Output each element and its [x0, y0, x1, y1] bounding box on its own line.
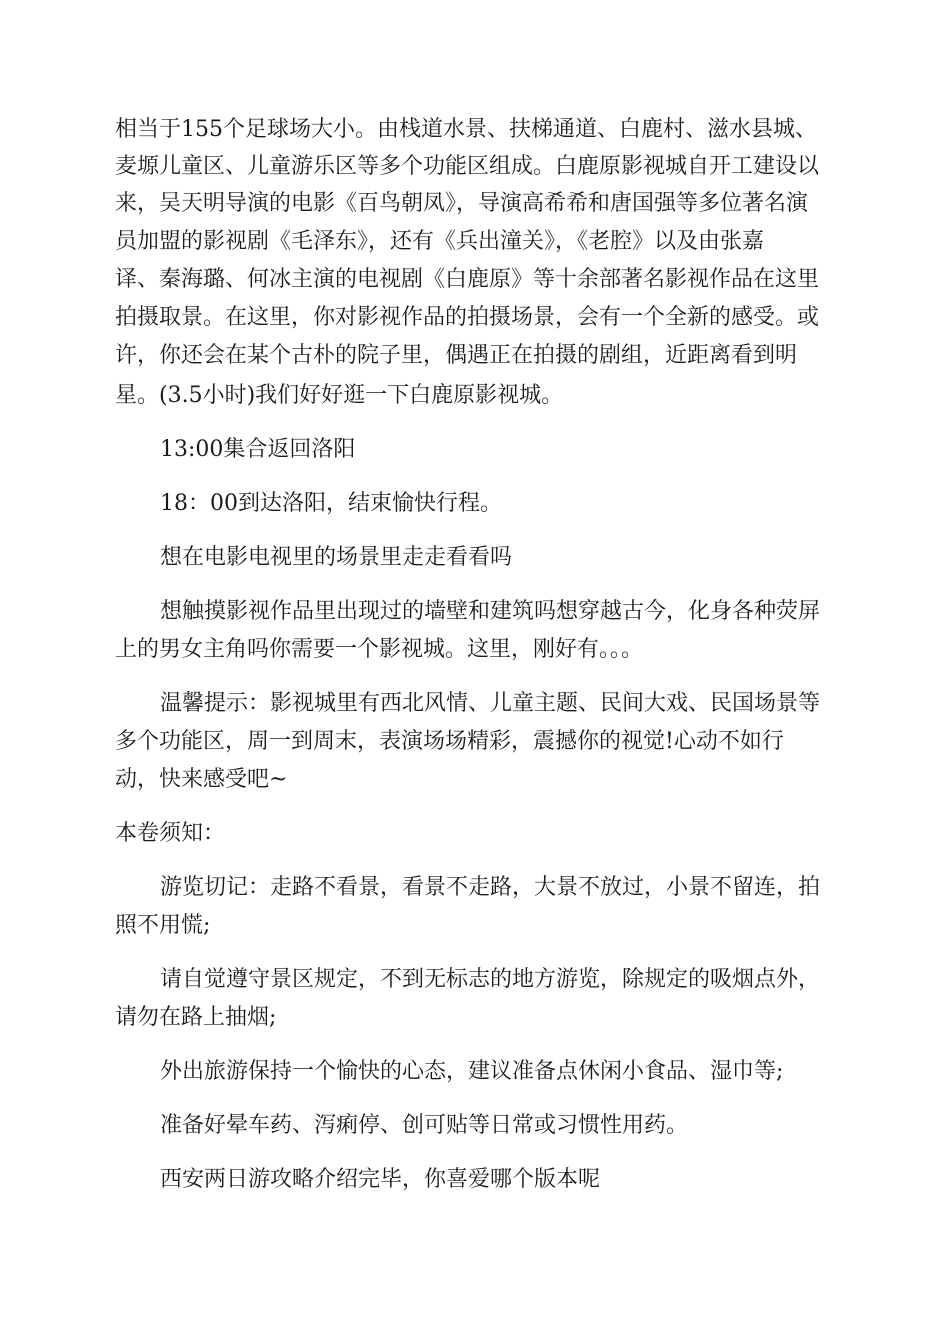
paragraph-line: 准备好晕车药、泻痢停、创可贴等日常或习惯性用药。 [160, 1113, 689, 1138]
paragraph-line: 照不用慌; [115, 913, 211, 938]
paragraph-line: 游览切记：走路不看景，看景不走路，大景不放过，小景不留连，拍 [160, 875, 821, 900]
paragraph-line: 18：00到达洛阳，结束愉快行程。 [160, 491, 502, 516]
paragraph-line: 星。(3.5小时)我们好好逛一下白鹿原影视城。 [115, 383, 564, 408]
paragraph-line: 上的男女主角吗你需要一个影视城。这里，刚好有。。。 [115, 637, 644, 662]
paragraph-line: 相当于155个足球场大小。由栈道水景、扶梯通道、白鹿村、滋水县城、 [115, 117, 817, 142]
paragraph-line: 西安两日游攻略介绍完毕，你喜爱哪个版本呢 [160, 1167, 601, 1192]
paragraph-line: 麦塬儿童区、儿童游乐区等多个功能区组成。白鹿原影视城自开工建设以 [115, 154, 820, 179]
paragraph-line: 温馨提示：影视城里有西北风情、儿童主题、民间大戏、民国场景等 [160, 691, 821, 716]
paragraph-line: 来，吴天明导演的电影《百鸟朝凤》，导演高希希和唐国强等多位著名演 [115, 191, 809, 216]
paragraph-line: 拍摄取景。在这里，你对影视作品的拍摄场景，会有一个全新的感受。或 [115, 305, 820, 330]
paragraph-line: 13:00集合返回洛阳 [160, 437, 356, 462]
paragraph-line: 请自觉遵守景区规定，不到无标志的地方游览，除规定的吸烟点外， [160, 967, 821, 992]
paragraph-line: 多个功能区，周一到周末，表演场场精彩，震撼你的视觉!心动不如行 [115, 729, 784, 754]
paragraph-line: 请勿在路上抽烟; [115, 1005, 277, 1030]
paragraph-line: 译、秦海璐、何冰主演的电视剧《白鹿原》等十余部著名影视作品在这里 [115, 267, 820, 292]
paragraph-line: 想在电影电视里的场景里走走看看吗 [160, 545, 513, 570]
paragraph-line: 许，你还会在某个古朴的院子里，偶遇正在拍摄的剧组，近距离看到明 [115, 343, 798, 368]
paragraph-line: 员加盟的影视剧《毛泽东》，还有《兵出潼关》，《老腔》以及由张嘉 [115, 229, 765, 254]
paragraph-line: 外出旅游保持一个愉快的心态，建议准备点休闲小食品、湿巾等; [160, 1059, 784, 1084]
paragraph-line: 动，快来感受吧~ [115, 767, 288, 792]
paragraph-line: 想触摸影视作品里出现过的墙壁和建筑吗想穿越古今，化身各种荧屏 [160, 599, 821, 624]
paragraph-line: 本卷须知： [115, 821, 226, 846]
